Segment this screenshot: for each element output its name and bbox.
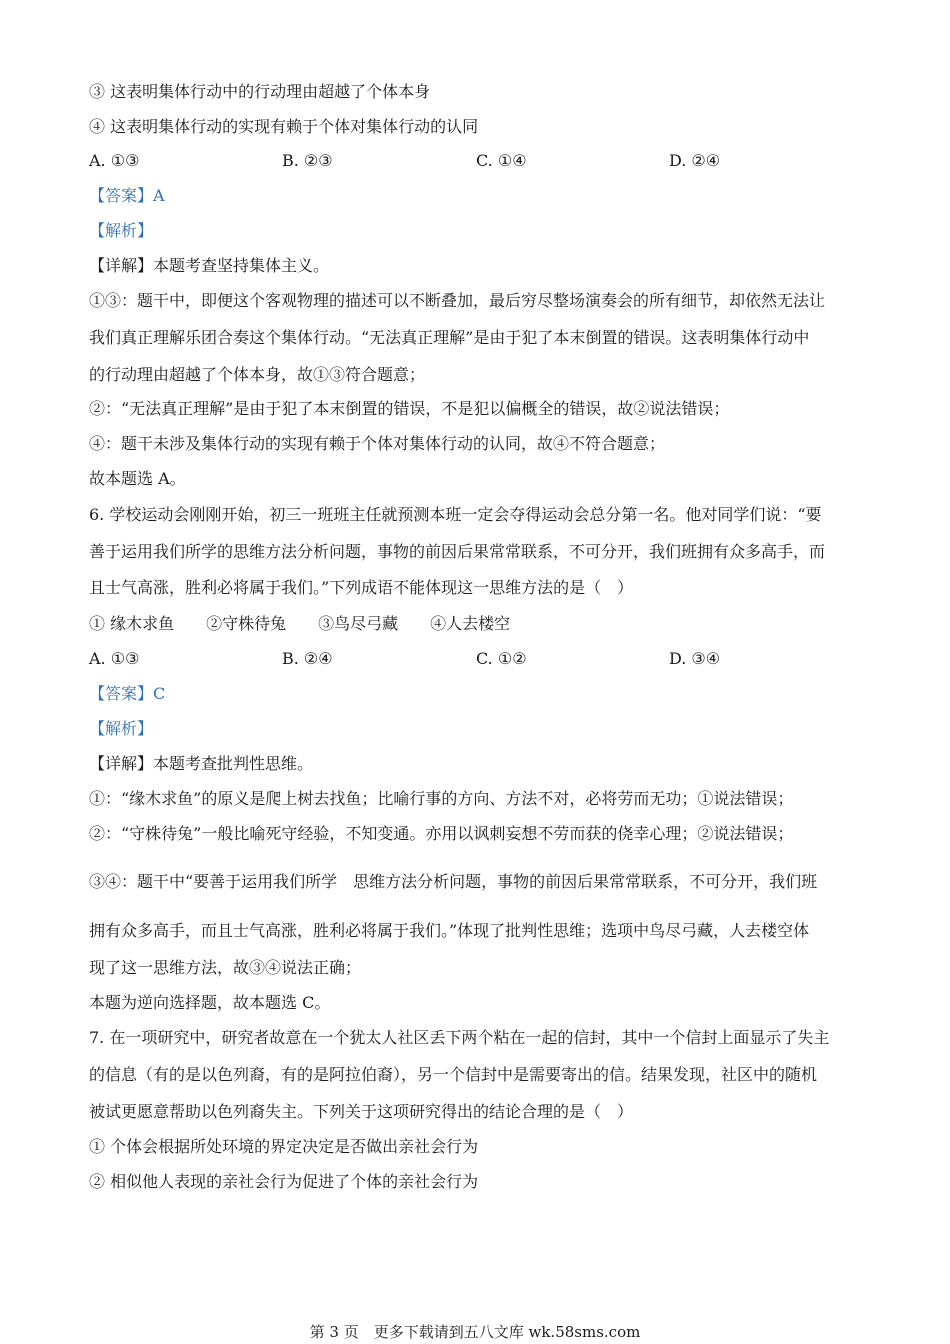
q7-statement-2: ② 相似他人表现的亲社会行为促进了个体的亲社会行为 <box>89 1172 479 1191</box>
q6-analysis-label: 【解析】 <box>89 719 154 738</box>
q6-option-b: B. ②④ <box>282 649 333 668</box>
q5-statement-3: ③ 这表明集体行动中的行动理由超越了个体本身 <box>89 82 431 101</box>
q5-detail-line: ②：“无法真正理解”是由于犯了本末倒置的错误，不是犯以偏概全的错误，故②说法错误； <box>89 399 730 418</box>
q7-statement-1: ① 个体会根据所处环境的界定决定是否做出亲社会行为 <box>89 1137 479 1156</box>
q6-detail-line: ①：“缘木求鱼”的原义是爬上树去找鱼；比喻行事的方向、方法不对，必将劳而无功；①说法错误； <box>89 789 794 808</box>
q6-option-d: D. ③④ <box>669 649 721 668</box>
q6-detail-line: ②：“守株待兔”一般比喻死守经验，不知变通。亦用以讽刺妄想不劳而获的侥幸心理；②说法错误； <box>89 824 794 843</box>
q5-option-c: C. ①④ <box>476 151 527 170</box>
q7-stem-line: 被试更愿意帮助以色列裔失主。下列关于这项研究得出的结论合理的是（ ） <box>89 1102 634 1121</box>
q5-conclusion: 故本题选 A。 <box>89 469 186 488</box>
q6-detail-line: 拥有众多高手，而且士气高涨，胜利必将属于我们。”体现了批判性思维；选项中鸟尽弓藏，人去楼空体 <box>89 921 810 940</box>
q5-detail-line: 的行动理由超越了个体本身，故①③符合题意； <box>89 365 426 384</box>
q6-statements: ① 缘木求鱼 ②守株待兔 ③鸟尽弓藏 ④人去楼空 <box>89 614 511 633</box>
q6-stem-line: 6. 学校运动会刚刚开始，初三一班班主任就预测本班一定会夺得运动会总分第一名。他对同学们说：“要 <box>89 505 822 524</box>
page-footer: 第 3 页 更多下载请到五八文库 wk.58sms.com <box>309 1323 641 1341</box>
q5-answer: 【答案】A <box>89 186 165 205</box>
q6-detail-intro: 【详解】本题考查批判性思维。 <box>89 754 314 773</box>
q5-detail-line: ④：题干未涉及集体行动的实现有赖于个体对集体行动的认同，故④不符合题意； <box>89 434 666 453</box>
q5-analysis-label: 【解析】 <box>89 221 154 240</box>
q5-statement-4: ④ 这表明集体行动的实现有赖于个体对集体行动的认同 <box>89 117 479 136</box>
q5-detail-line: 我们真正理解乐团合奏这个集体行动。“无法真正理解”是由于犯了本末倒置的错误。这表明集体行动中 <box>89 328 810 347</box>
q6-option-c: C. ①② <box>476 649 527 668</box>
q7-stem-line: 的信息（有的是以色列裔，有的是阿拉伯裔），另一个信封中是需要寄出的信。结果发现，社区中的随机 <box>89 1065 818 1084</box>
q5-detail-line: ①③：题干中，即便这个客观物理的描述可以不断叠加，最后穷尽整场演奏会的所有细节，却依然无法让 <box>89 291 826 310</box>
q5-option-d: D. ②④ <box>669 151 721 170</box>
q6-stem-line: 善于运用我们所学的思维方法分析问题，事物的前因后果常常联系，不可分开，我们班拥有众多高手，而 <box>89 542 826 561</box>
q7-stem-line: 7. 在一项研究中，研究者故意在一个犹太人社区丢下两个粘在一起的信封，其中一个信封上面显示了失主 <box>89 1028 830 1047</box>
q5-option-a: A. ①③ <box>89 151 140 170</box>
q6-conclusion: 本题为逆向选择题，故本题选 C。 <box>89 993 331 1012</box>
q6-detail-line: 现了这一思维方法，故③④说法正确； <box>89 958 362 977</box>
q6-answer: 【答案】C <box>89 684 166 703</box>
q6-option-a: A. ①③ <box>89 649 140 668</box>
q5-option-b: B. ②③ <box>282 151 333 170</box>
q6-stem-line: 且士气高涨，胜利必将属于我们。”下列成语不能体现这一思维方法的是（ ） <box>89 578 634 597</box>
q5-detail-intro: 【详解】本题考查坚持集体主义。 <box>89 256 330 275</box>
q6-detail-line: ③④：题干中“要善于运用我们所学 思维方法分析问题，事物的前因后果常常联系，不可分开，我们班 <box>89 872 818 891</box>
